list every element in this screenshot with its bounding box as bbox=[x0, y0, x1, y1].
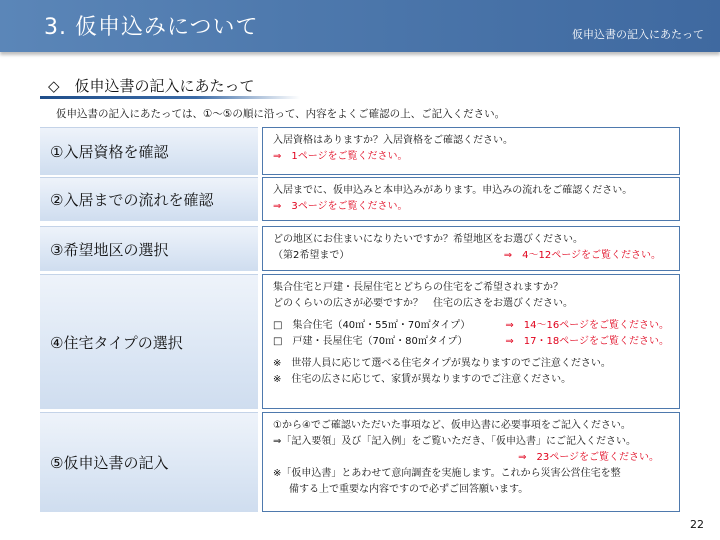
option-collective-page-ref: ⇒ 14～16ページをご覧ください。 bbox=[505, 320, 669, 331]
page-number: 22 bbox=[690, 518, 704, 531]
step-5-label: ⑤仮申込書の記入 bbox=[40, 412, 258, 512]
option-detached-page-ref: ⇒ 17・18ページをご覧ください。 bbox=[505, 336, 669, 347]
step-5-line-1: ①から④でご確認いただいた事項など、仮申込書に必要事項をご記入ください。 bbox=[273, 420, 631, 431]
step-3-box bbox=[262, 226, 680, 271]
step-4-note-1: ※ 世帯人員に応じて選べる住宅タイプが異なりますのでご注意ください。 bbox=[273, 358, 611, 369]
step-3-line-1: どの地区にお住まいになりたいですか？希望地区をお選びください。 bbox=[273, 234, 583, 245]
header-subtitle: 仮申込書の記入にあたって bbox=[572, 28, 704, 41]
header-bar bbox=[0, 0, 720, 52]
step-1-page-ref: ⇒ 1ページをご覧ください。 bbox=[273, 151, 408, 162]
step-3-line-2: （第2希望まで） bbox=[273, 250, 350, 261]
step-2-page-ref: ⇒ 3ページをご覧ください。 bbox=[273, 201, 408, 212]
section-title: ◇ 仮申込書の記入にあたって bbox=[48, 77, 255, 95]
step-5-page-ref: ⇒ 23ページをご覧ください。 bbox=[518, 452, 659, 463]
step-4-label: ④住宅タイプの選択 bbox=[40, 274, 258, 409]
step-1-box bbox=[262, 127, 680, 175]
step-2-label: ②入居までの流れを確認 bbox=[40, 177, 258, 221]
step-1-line-1: 入居資格はありますか？入居資格をご確認ください。 bbox=[273, 135, 513, 146]
step-5-note-2: 備する上で重要な内容ですので必ずご回答願います。 bbox=[289, 484, 529, 495]
section-underline bbox=[40, 96, 300, 99]
step-3-page-ref: ⇒ 4～12ページをご覧ください。 bbox=[503, 250, 661, 261]
step-2-line-1: 入居までに、仮申込みと本申込みがあります。申込みの流れをご確認ください。 bbox=[273, 185, 633, 196]
step-4-line-2: どのくらいの広さが必要ですか？ 住宅の広さをお選びください。 bbox=[273, 298, 573, 309]
intro-text: 仮申込書の記入にあたっては、①～⑤の順に沿って、内容をよくご確認の上、ご記入ください。 bbox=[56, 108, 506, 120]
step-2-box bbox=[262, 177, 680, 221]
page-title: 3. 仮申込みについて bbox=[44, 15, 259, 40]
step-4-line-1: 集合住宅と戸建・長屋住宅とどちらの住宅をご希望されますか？ bbox=[273, 282, 563, 293]
step-5-line-2: ⇒「記入要領」及び「記入例」をご覧いただき、「仮申込書」にご記入ください。 bbox=[273, 436, 636, 447]
step-1-label: ①入居資格を確認 bbox=[40, 127, 258, 175]
step-3-label: ③希望地区の選択 bbox=[40, 226, 258, 271]
option-detached-housing: □ 戸建・長屋住宅（70㎡・80㎡タイプ） bbox=[273, 336, 468, 347]
step-5-note-1: ※「仮申込書」とあわせて意向調査を実施します。これから災害公営住宅を整 bbox=[273, 468, 621, 479]
option-collective-housing: □ 集合住宅（40㎡・55㎡・70㎡タイプ） bbox=[273, 320, 471, 331]
step-4-note-2: ※ 住宅の広さに応じて、家賃が異なりますのでご注意ください。 bbox=[273, 374, 572, 385]
step-5-box bbox=[262, 412, 680, 512]
step-4-box bbox=[262, 274, 680, 409]
